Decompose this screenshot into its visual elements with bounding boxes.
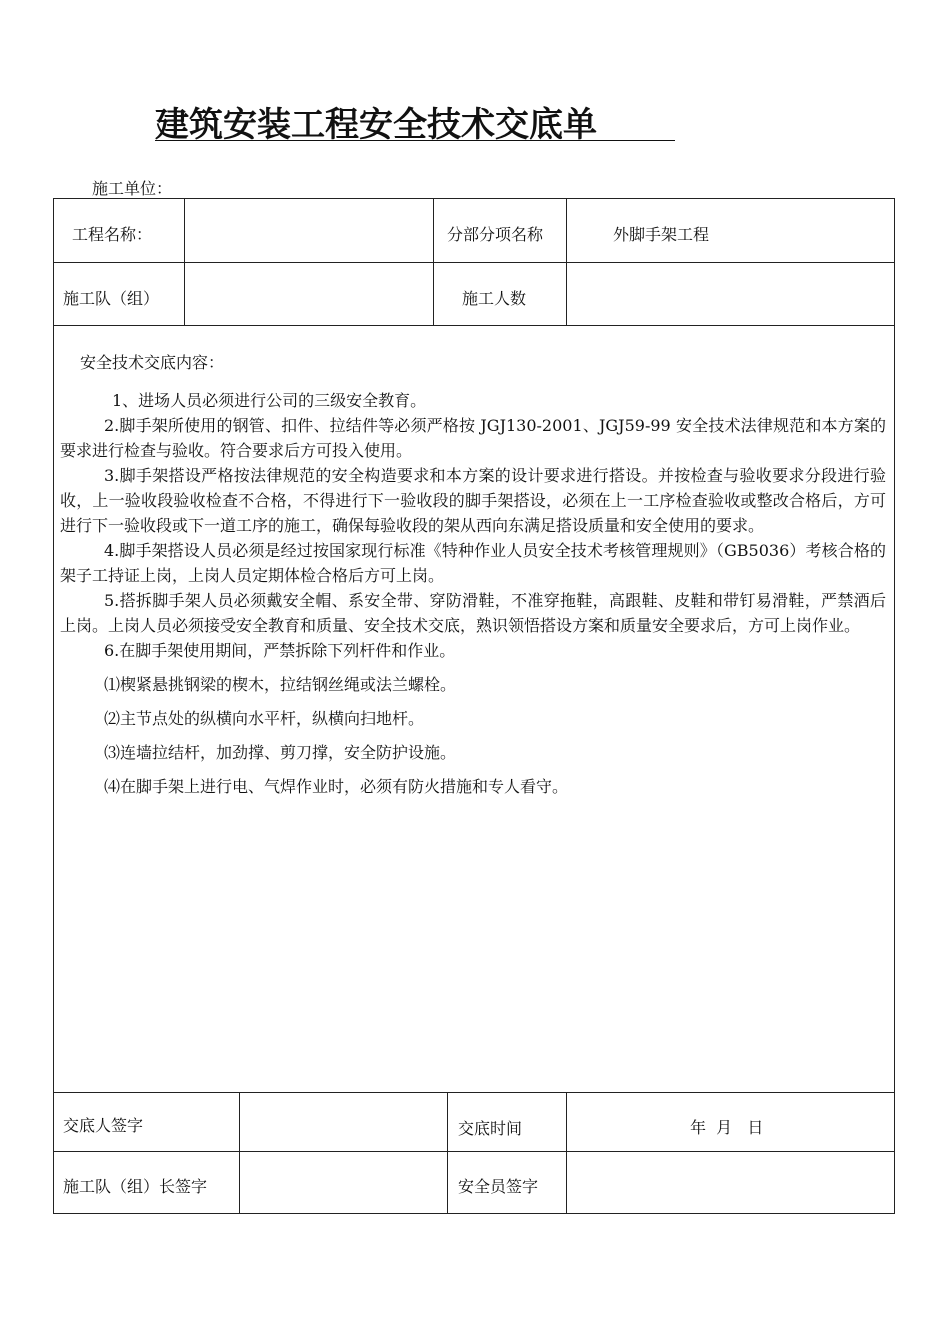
headcount-label: 施工人数: [462, 289, 527, 308]
content-heading: 安全技术交底内容：: [80, 353, 225, 372]
title-underline: [155, 140, 675, 141]
column-divider: [184, 198, 185, 325]
content-subitem-3: ⑶连墙拉结杆，加劲撑、剪刀撑，安全防护设施。: [104, 743, 457, 762]
row-divider: [53, 325, 895, 326]
content-subitem-1: ⑴楔紧悬挑钢梁的楔木，拉结钢丝绳或法兰螺栓。: [104, 675, 457, 694]
team-label: 施工队（组）: [63, 289, 160, 308]
row-divider: [53, 1092, 895, 1093]
construction-unit-label: 施工单位：: [92, 179, 173, 198]
sub-item-value: 外脚手架工程: [613, 225, 710, 244]
content-item-6: 6.在脚手架使用期间，严禁拆除下列杆件和作业。: [104, 641, 456, 660]
safety-officer-sign-label: 安全员签字: [458, 1177, 539, 1196]
content-item-1: 1、进场人员必须进行公司的三级安全教育。: [112, 391, 427, 410]
content-item-2: 2.脚手架所使用的钢管、扣件、拉结件等必须严格按 JGJ130-2001、JGJ59-99 安全技术法律规范和本方案的要求进行检查与验收。符合要求后方可投入使用。: [60, 416, 886, 460]
content-subitem-4: ⑷在脚手架上进行电、气焊作业时，必须有防火措施和专人看守。: [104, 777, 569, 796]
row-divider: [53, 262, 895, 263]
disclosure-time-value: 年 月 日: [690, 1118, 764, 1137]
discloser-sign-label: 交底人签字: [63, 1116, 144, 1135]
team-leader-sign-label: 施工队（组）长签字: [63, 1177, 208, 1196]
disclosure-time-label: 交底时间: [458, 1119, 523, 1138]
column-divider: [566, 198, 567, 325]
content-item-4: 4.脚手架搭设人员必须是经过按国家现行标准《特种作业人员安全技术考核管理规则》（GB5036）考核合格的架子工持证上岗，上岗人员定期体检合格后方可上岗。: [60, 541, 886, 585]
content-item-3: 3.脚手架搭设严格按法律规范的安全构造要求和本方案的设计要求进行搭设。并按检查与验收要求分段进行验收，上一验收段验收检查不合格，不得进行下一验收段的脚手架搭设，必须在上一工序检查验收或整改合格后，方可进行下一验收段或下一道工序的施工，确保每验收段的架从西向东满足搭设质量和安全使用的要求。: [60, 466, 886, 535]
project-name-label: 工程名称：: [72, 225, 153, 244]
sub-item-label: 分部分项名称: [447, 225, 544, 244]
column-divider: [433, 198, 434, 325]
row-divider: [53, 1151, 895, 1152]
content-item-5: 5.搭拆脚手架人员必须戴安全帽、系安全带、穿防滑鞋，不准穿拖鞋，高跟鞋、皮鞋和带钉易滑鞋，严禁酒后上岗。上岗人员必须接受安全教育和质量、安全技术交底，熟识领悟搭设方案和质量安全要求后，方可上岗作业。: [60, 591, 886, 635]
column-divider: [239, 1092, 240, 1214]
safety-content: [60, 350, 886, 799]
document-title: 建筑安装工程安全技术交底单: [155, 105, 597, 145]
content-subitem-2: ⑵主节点处的纵横向水平杆，纵横向扫地杆。: [104, 709, 425, 728]
column-divider: [566, 1092, 567, 1214]
column-divider: [447, 1092, 448, 1214]
